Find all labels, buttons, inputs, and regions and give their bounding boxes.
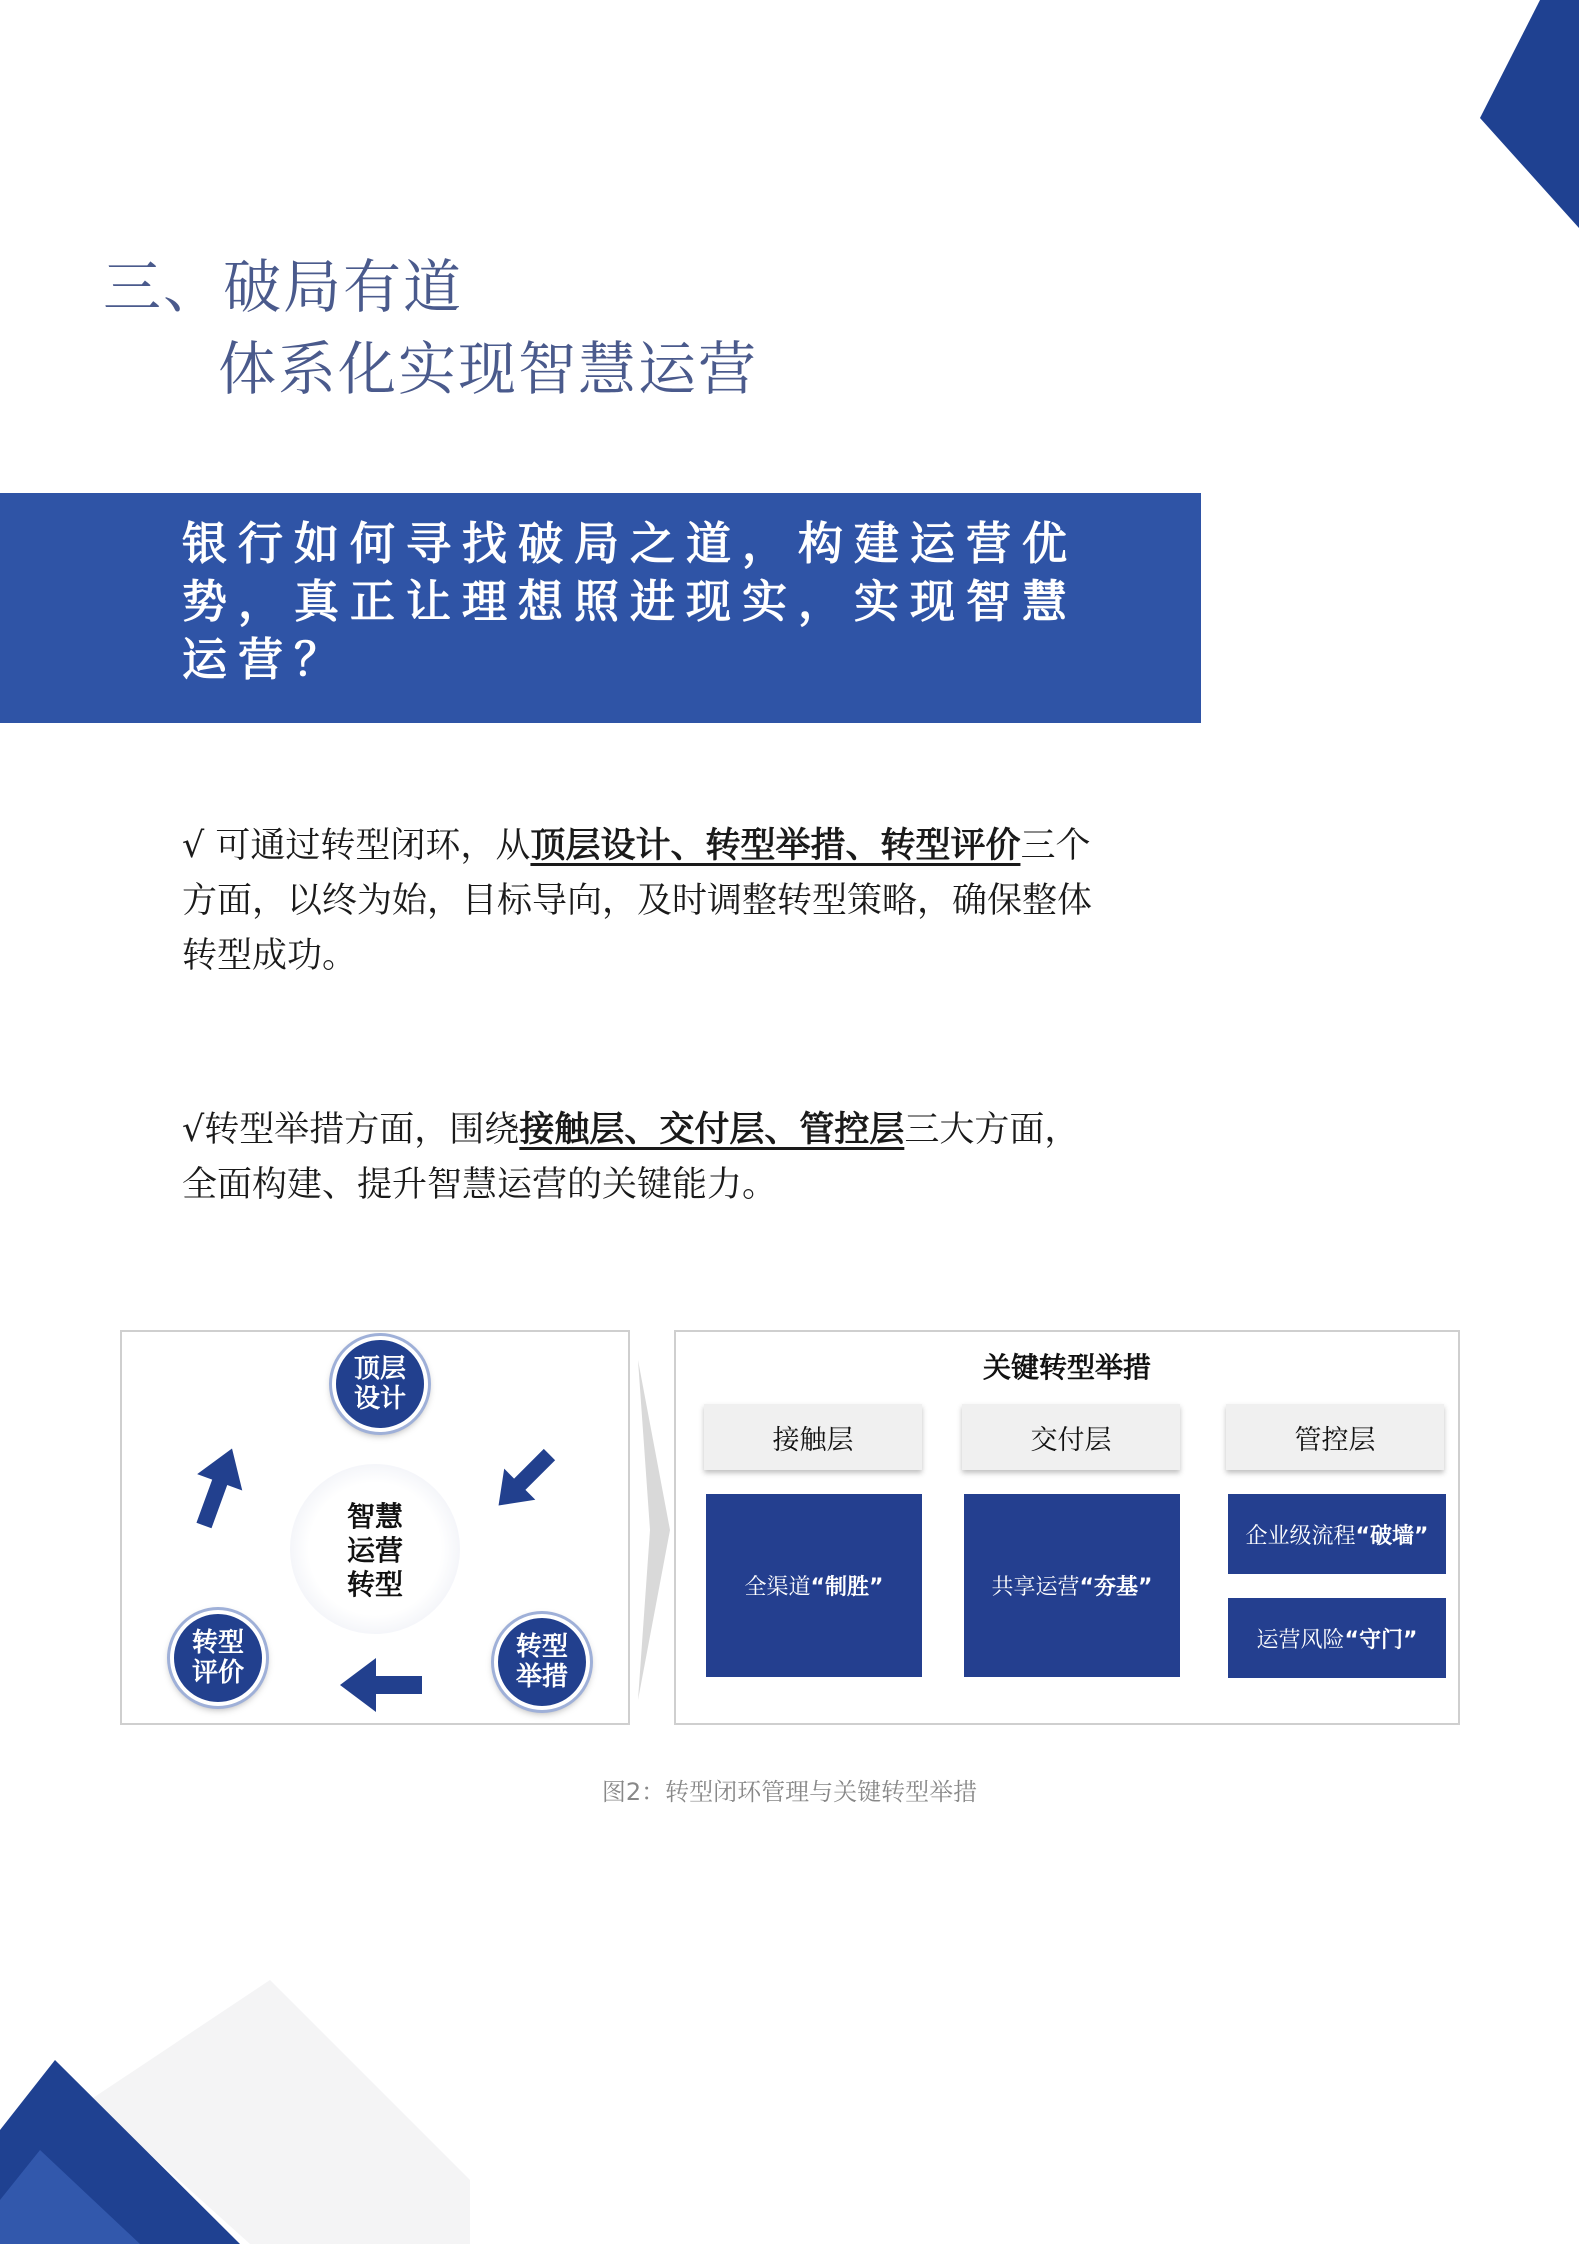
question-banner [0,493,1201,723]
measures-title: 关键转型举措 [982,1351,1151,1384]
measure-text: 全渠道 [744,1575,811,1600]
para1-highlight: 顶层设计、转型举措、转型评价 [530,825,1021,866]
para2-suffix: 三大方面，全面构建、提升智慧运营的关键能力。 [182,1110,1080,1205]
para2-highlight: 接触层、交付层、管控层 [519,1109,905,1150]
center-label-text: 智慧运营转型 [346,1500,403,1601]
measure-box-operational-risk [1228,1598,1446,1678]
banner-text: 银行如何寻找破局之道，构建运营优势，真正让理想照进现实，实现智慧运营？ [182,517,1079,686]
center-label [290,1500,460,1602]
measures-diagram [674,1330,1460,1725]
arrow-up-icon [178,1442,258,1532]
node-top-design [332,1336,428,1432]
node-top-label: 顶层设计 [353,1354,406,1414]
arrow-down-right-icon [484,1440,564,1520]
measure-text: 共享运营 [991,1575,1080,1600]
para2-prefix: √转型举措方面，围绕 [182,1110,520,1150]
measure-bold: “守门” [1344,1627,1418,1653]
section-title: 三、破局有道 [103,253,464,321]
arrow-left-icon [336,1650,426,1720]
section-subtitle: 体系化实现智慧运营 [218,335,759,403]
measure-bold: “夯基” [1079,1575,1153,1600]
paragraph-measures [182,1102,1102,1213]
para1-suffix: 三个方面，以终为始，目标导向，及时调整转型策略，确保整体转型成功。 [182,826,1093,976]
layer-header-control: 管控层 [1226,1404,1444,1470]
measure-bold: “制胜” [810,1575,884,1600]
node-measures [494,1614,590,1710]
corner-decoration-bottom-left [0,1950,600,2244]
layer-header-delivery: 交付层 [962,1404,1180,1470]
cycle-diagram [120,1330,630,1725]
measure-box-shared-operations [964,1494,1180,1677]
measure-bold: “破墙” [1355,1523,1429,1549]
paragraph-closed-loop [182,818,1102,984]
measure-text: 运营风险 [1256,1627,1345,1653]
para1-prefix: √ 可通过转型闭环，从 [182,826,531,866]
measure-text: 企业级流程 [1245,1523,1356,1549]
chevron-right-icon [634,1360,674,1700]
measure-box-omnichannel [706,1494,922,1677]
node-left-label: 转型评价 [191,1628,244,1688]
figure-caption: 图2：转型闭环管理与关键转型举措 [601,1778,978,1806]
measure-box-enterprise-process [1228,1494,1446,1574]
layer-header-contact: 接触层 [704,1404,922,1470]
node-evaluation [170,1610,266,1706]
node-right-label: 转型举措 [515,1632,568,1692]
